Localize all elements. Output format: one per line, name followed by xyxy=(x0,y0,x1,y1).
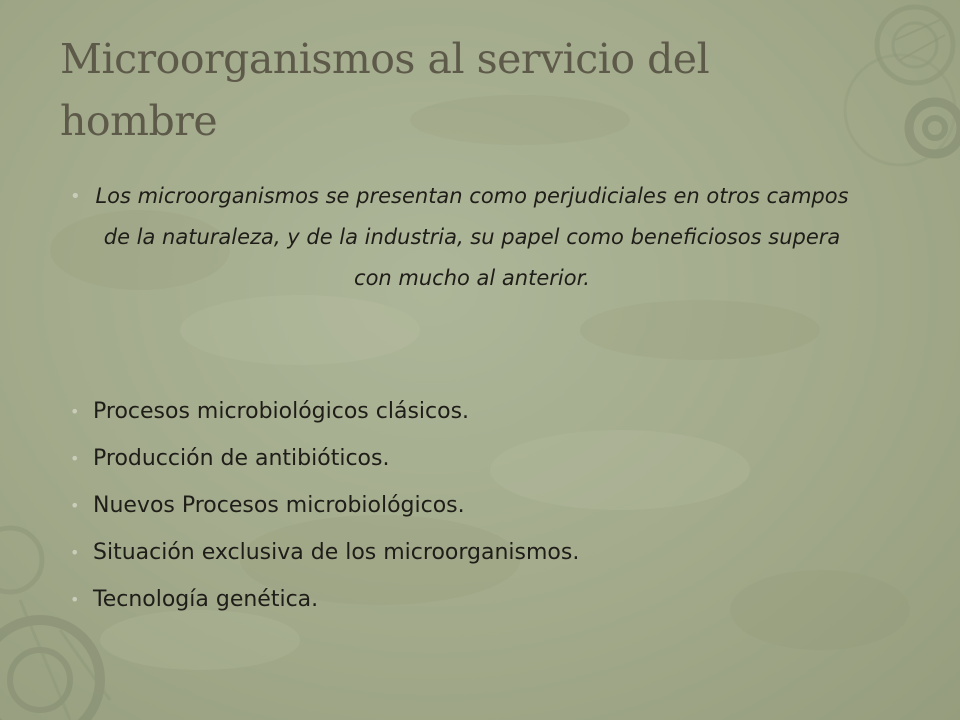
list-item-label: Situación exclusiva de los microorganismos. xyxy=(93,540,580,565)
list-item xyxy=(70,388,870,435)
list-item xyxy=(70,529,870,576)
intro-paragraph xyxy=(70,176,850,299)
bullet-icon: • xyxy=(70,496,80,515)
bullet-icon: • xyxy=(70,543,80,562)
list-item xyxy=(70,435,870,482)
bullet-icon: • xyxy=(70,186,81,207)
list-item xyxy=(70,576,870,623)
list-item-label: Nuevos Procesos microbiológicos. xyxy=(93,493,465,518)
list-item xyxy=(70,482,870,529)
bullet-icon: • xyxy=(70,402,80,421)
bullet-icon: • xyxy=(70,449,80,468)
bullet-icon: • xyxy=(70,590,80,609)
list-item-label: Producción de antibióticos. xyxy=(93,446,390,471)
slide-title: Microorganismos al servicio del hombre xyxy=(60,35,710,145)
corner-ornament-top-right xyxy=(845,7,960,165)
intro-text: Los microorganismos se presentan como perjudiciales en otros campos de la naturaleza, y de la industria, su papel como beneficiosos supera con mucho al anterior. xyxy=(95,184,849,290)
bullet-list xyxy=(70,388,870,623)
list-item-label: Tecnología genética. xyxy=(93,587,319,612)
list-item-label: Procesos microbiológicos clásicos. xyxy=(93,399,470,424)
